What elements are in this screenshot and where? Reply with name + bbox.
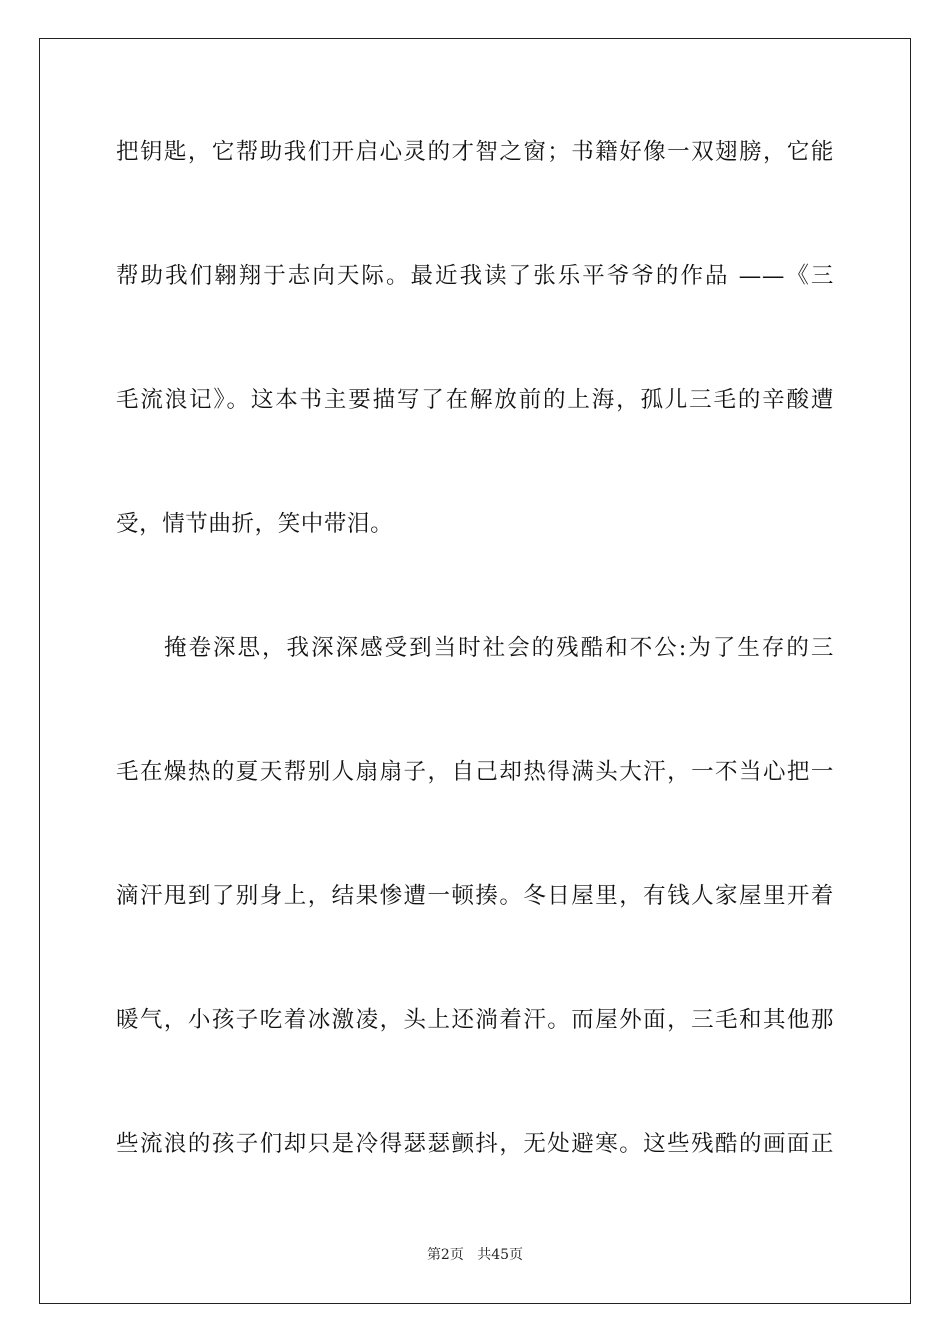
text-line-3: 毛流浪记》。这本书主要描写了在解放前的上海，孤儿三毛的辛酸遭 <box>116 387 834 413</box>
text-line-4: 受，情节曲折，笑中带泪。 <box>116 511 394 537</box>
page-footer <box>0 1246 950 1264</box>
page-border <box>39 38 911 1304</box>
text-line-8: 暖气，小孩子吃着冰激凌，头上还淌着汗。而屋外面，三毛和其他那 <box>116 1007 834 1033</box>
text-line-9: 些流浪的孩子们却只是冷得瑟瑟颤抖，无处避寒。这些残酷的画面正 <box>116 1131 834 1157</box>
text-line-7: 滴汗甩到了别身上，结果惨遭一顿揍。冬日屋里，有钱人家屋里开着 <box>116 883 834 909</box>
page-total: 共45页 <box>477 1247 524 1263</box>
text-line-2: 帮助我们翱翔于志向天际。最近我读了张乐平爷爷的作品 ——《三 <box>116 263 834 289</box>
text-line-1: 把钥匙，它帮助我们开启心灵的才智之窗；书籍好像一双翅膀，它能 <box>116 139 834 165</box>
text-line-5-paragraph-start: 掩卷深思，我深深感受到当时社会的残酷和不公:为了生存的三 <box>164 635 834 661</box>
text-line-6: 毛在燥热的夏天帮别人扇扇子，自己却热得满头大汗，一不当心把一 <box>116 759 834 785</box>
page-number: 第2页 <box>426 1247 464 1263</box>
